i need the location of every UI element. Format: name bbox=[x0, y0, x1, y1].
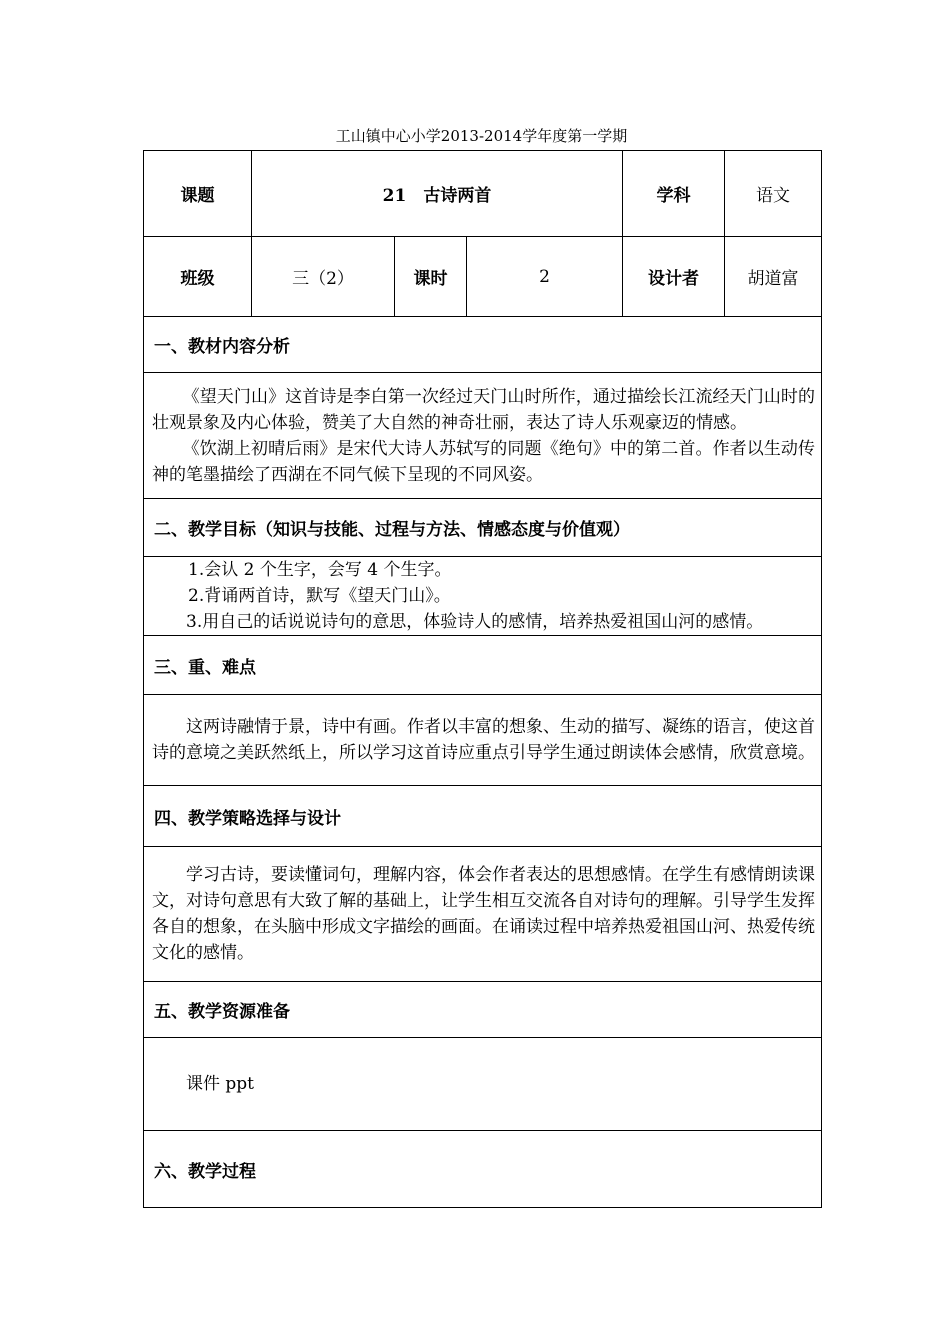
section-6-title: 六、教学过程 bbox=[144, 1131, 822, 1208]
section-5-body bbox=[144, 1038, 822, 1131]
section-4-body bbox=[144, 847, 822, 982]
document-header: 工山镇中心小学2013-2014学年度第一学期 bbox=[335, 127, 628, 145]
section-3-title: 三、重、难点 bbox=[144, 636, 822, 695]
section-1-paragraph-2: 《饮湖上初晴后雨》是宋代大诗人苏轼写的同题《绝句》中的第二首。作者以生动传神的笔墨描绘了西湖在不同气候下呈现的不同风姿。 bbox=[152, 438, 816, 485]
designer-value: 胡道富 bbox=[725, 237, 822, 317]
subject-label: 学科 bbox=[623, 151, 725, 237]
section-5-header-row bbox=[144, 982, 822, 1038]
topic-value: 21 古诗两首 bbox=[252, 151, 623, 237]
section-5-title: 五、教学资源准备 bbox=[144, 982, 822, 1038]
section-1-body bbox=[144, 373, 822, 499]
section-4-title: 四、教学策略选择与设计 bbox=[144, 786, 822, 847]
section-5-body-row bbox=[144, 1038, 822, 1131]
topic-row bbox=[144, 151, 822, 237]
section-3-header-row bbox=[144, 636, 822, 695]
objective-item-2: 2.背诵两首诗，默写《望天门山》。 bbox=[188, 586, 451, 606]
section-6-header-row bbox=[144, 1131, 822, 1208]
section-2-body bbox=[144, 557, 822, 636]
section-4-paragraph: 学习古诗，要读懂词句，理解内容，体会作者表达的思想感情。在学生有感情朗读课文，对诗句意思有大致了解的基础上，让学生相互交流各自对诗句的理解。引导学生发挥各自的想象，在头脑中形成文字描绘的画面。在诵读过程中培养热爱祖国山河、热爱传统文化的感情。 bbox=[152, 865, 816, 963]
section-4-body-row bbox=[144, 847, 822, 982]
section-4-header-row bbox=[144, 786, 822, 847]
subject-value: 语文 bbox=[725, 151, 822, 237]
section-3-body bbox=[144, 695, 822, 786]
section-1-header-row bbox=[144, 317, 822, 373]
section-2-body-row bbox=[144, 557, 822, 636]
designer-label: 设计者 bbox=[623, 237, 725, 317]
section-5-paragraph: 课件 ppt bbox=[186, 1074, 254, 1094]
class-label: 班级 bbox=[144, 237, 252, 317]
class-value: 三（2） bbox=[252, 237, 395, 317]
period-value: 2 bbox=[467, 237, 623, 317]
topic-label: 课题 bbox=[144, 151, 252, 237]
section-2-header-row bbox=[144, 499, 822, 557]
objective-item-1: 1.会认 2 个生字，会写 4 个生字。 bbox=[188, 560, 452, 580]
section-1-body-row bbox=[144, 373, 822, 499]
lesson-plan-table bbox=[143, 150, 822, 1208]
class-row bbox=[144, 237, 822, 317]
section-3-body-row bbox=[144, 695, 822, 786]
section-3-paragraph: 这两诗融情于景，诗中有画。作者以丰富的想象、生动的描写、凝练的语言，使这首诗的意境之美跃然纸上，所以学习这首诗应重点引导学生通过朗读体会感情，欣赏意境。 bbox=[152, 717, 816, 763]
section-1-paragraph-1: 《望天门山》这首诗是李白第一次经过天门山时所作，通过描绘长江流经天门山时的壮观景象及内心体验，赞美了大自然的神奇壮丽，表达了诗人乐观豪迈的情感。 bbox=[152, 386, 816, 433]
section-1-title: 一、教材内容分析 bbox=[144, 317, 822, 373]
objective-item-3: 3.用自己的话说说诗句的意思，体验诗人的感情，培养热爱祖国山河的感情。 bbox=[186, 612, 764, 632]
section-2-title: 二、教学目标（知识与技能、过程与方法、情感态度与价值观） bbox=[144, 499, 822, 557]
period-label: 课时 bbox=[395, 237, 467, 317]
